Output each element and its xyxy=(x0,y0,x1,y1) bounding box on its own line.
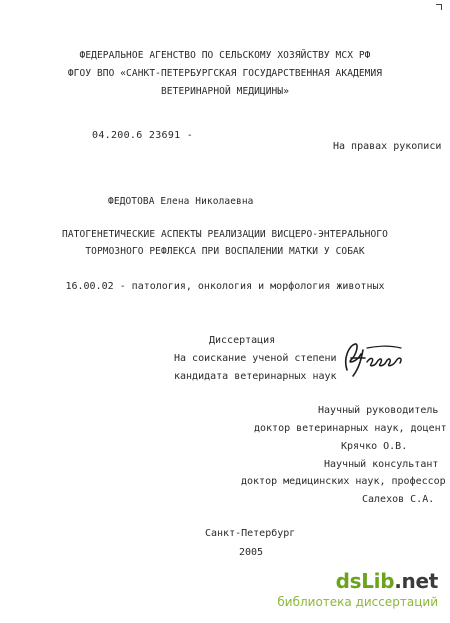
author-name: ФЕДОТОВА Елена Николаевна xyxy=(108,196,254,207)
footer-city: Санкт-Петербург xyxy=(205,528,296,539)
supervisor-line-6: Салехов С.А. xyxy=(362,494,435,505)
supervisor-line-1: Научный руководитель xyxy=(318,405,439,416)
specialty: 16.00.02 - патология, онкология и морфология животных xyxy=(65,281,385,292)
header-line-2: ФГОУ ВПО «САНКТ-ПЕТЕРБУРГСКАЯ ГОСУДАРСТВЕННАЯ АКАДЕМИЯ xyxy=(67,68,383,79)
title-line-1: ПАТОГЕНЕТИЧЕСКИЕ АСПЕКТЫ РЕАЛИЗАЦИИ ВИСЦЕРО-ЭНТЕРАЛЬНОГО xyxy=(62,229,388,240)
header-line-1: ФЕДЕРАЛЬНОЕ АГЕНСТВО ПО СЕЛЬСКОМУ ХОЗЯЙСТВУ МСХ РФ xyxy=(79,50,371,61)
watermark-brand-suffix: .net xyxy=(394,569,438,593)
dissertation-line-2: кандидата ветеринарных наук xyxy=(174,371,337,382)
supervisor-line-2: доктор ветеринарных наук, доцент xyxy=(254,423,447,434)
footer-year: 2005 xyxy=(239,547,264,558)
dissertation-label: Диссертация xyxy=(209,335,276,346)
supervisor-line-5: доктор медицинских наук, профессор xyxy=(241,476,446,487)
watermark[interactable] xyxy=(277,571,438,609)
dissertation-line-1: На соискание ученой степени xyxy=(174,353,337,364)
title-line-2: ТОРМОЗНОГО РЕФЛЕКСА ПРИ ВОСПАЛЕНИИ МАТКИ У СОБАК xyxy=(85,246,365,257)
watermark-brand xyxy=(277,571,438,591)
corner-crop-mark xyxy=(432,4,442,14)
watermark-brand-main: dsLib xyxy=(335,569,395,593)
registration-number: 04.200.6 23691 - xyxy=(92,130,194,141)
watermark-subtitle: библиотека диссертаций xyxy=(277,595,438,609)
header-line-3: ВЕТЕРИНАРНОЙ МЕДИЦИНЫ» xyxy=(160,86,290,97)
signature-image xyxy=(337,336,409,380)
supervisor-line-4: Научный консультант xyxy=(324,459,439,470)
manuscript-note: На правах рукописи xyxy=(333,141,442,152)
supervisor-line-3: Крячко О.В. xyxy=(341,441,408,452)
